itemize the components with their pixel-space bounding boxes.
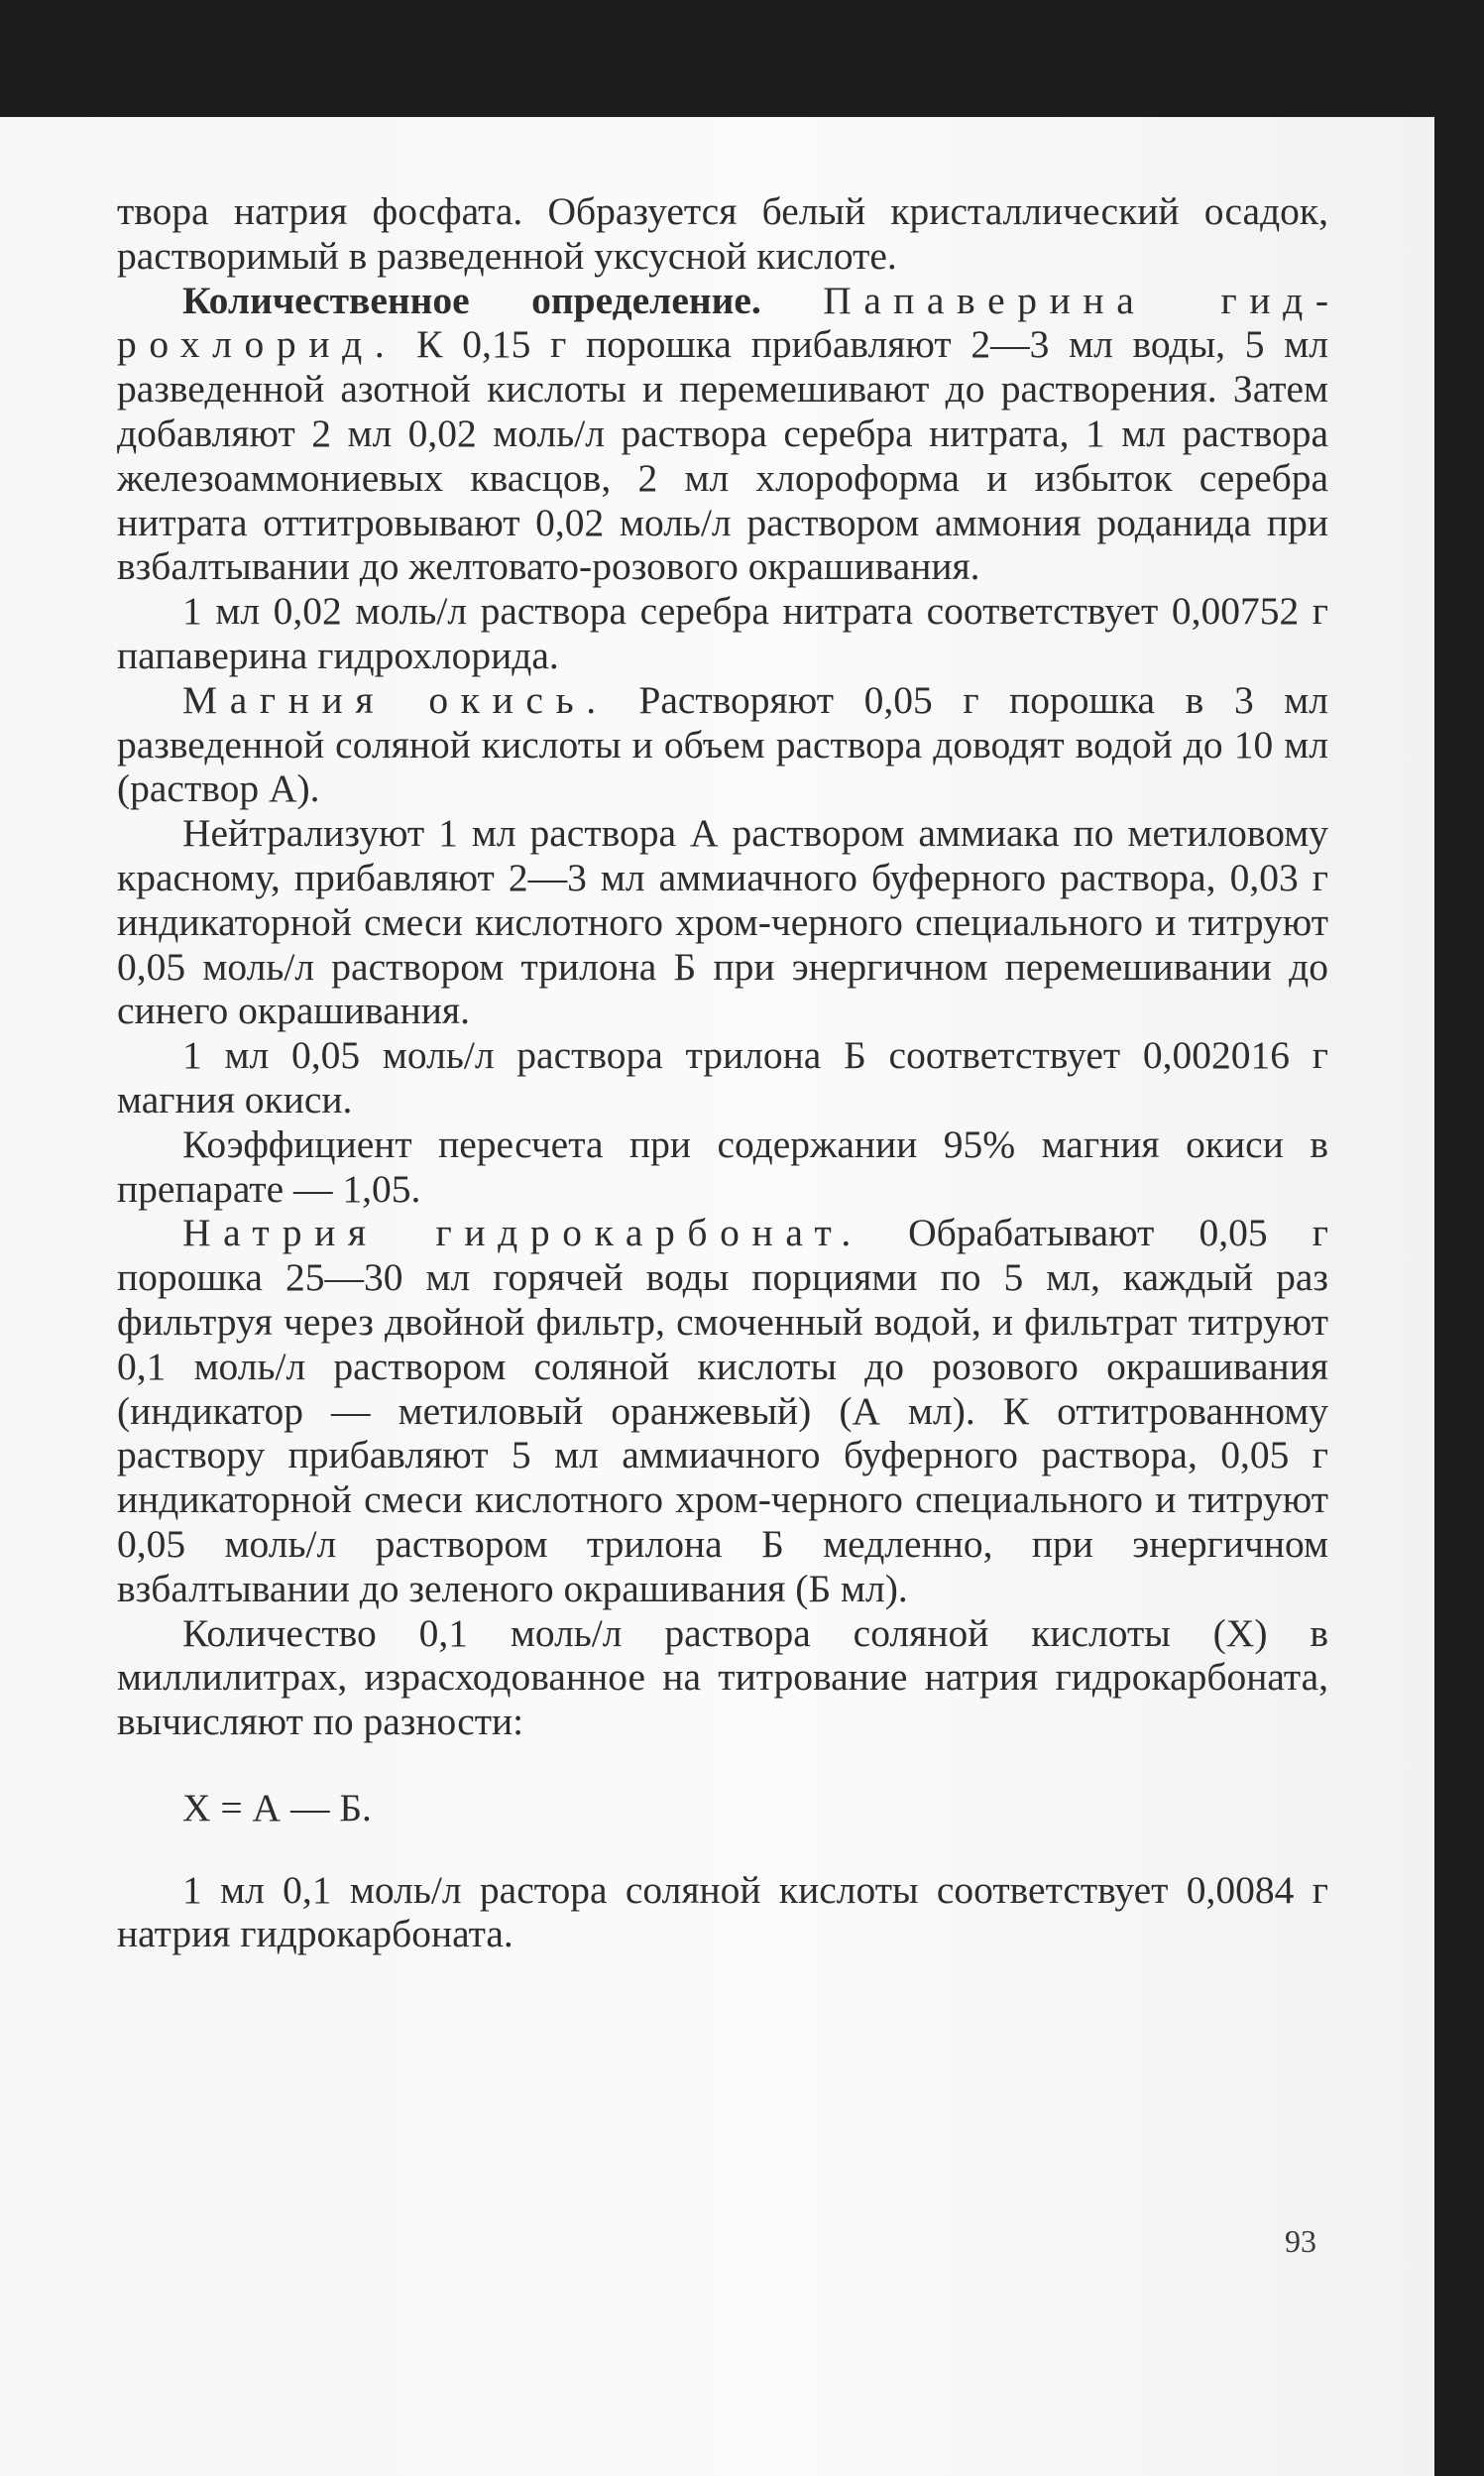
paragraph: [117, 1211, 1328, 1610]
scan-border-top: [0, 0, 1484, 117]
paragraph-text: 1 мл 0,02 моль/л раствора серебра нитрата соответствует 0,00752 г папаверина гидрохлорида.: [117, 589, 1328, 677]
substance-name: Натрия гидрокарбонат.: [182, 1211, 863, 1255]
paragraph-text: твора натрия фосфата. Образуется белый кристаллический осадок, растворимый в разведенной уксусной кислоте.: [117, 189, 1328, 278]
body-text: [117, 189, 1328, 1956]
paragraph-text: Обрабатывают 0,05 г порошка 25—30 мл горячей воды порциями по 5 мл, каждый раз фильтруя через двойной фильтр, смоченный водой, и фильтрат титруют 0,1 моль/л раствором соляной кислоты до розового окрашивания (индикатор — метиловый оранжевый) (А мл). К оттитрованному раствору прибавляют 5 мл аммиачного буферного раствора, 0,05 г индикаторной смеси кислотного хром-черного специального и титруют 0,05 моль/л раствором трилона Б медленно, при энергичном взбалтывании до зеленого окрашивания (Б мл).: [117, 1211, 1328, 1610]
formula: [182, 1786, 1328, 1830]
substance-name: Папаверина гидрохлорид.: [117, 278, 1328, 367]
paragraph: [117, 1868, 1328, 1957]
paragraph: [117, 811, 1328, 1033]
paragraph-text: 1 мл 0,05 моль/л раствора трилона Б соответствует 0,002016 г магния окиси.: [117, 1033, 1328, 1121]
paragraph: [117, 678, 1328, 811]
paragraph: [117, 279, 1328, 590]
scan-border-right: [1434, 0, 1484, 2476]
formula-text: Х = А — Б.: [182, 1785, 372, 1829]
substance-name: Магния окись.: [182, 677, 609, 722]
paragraph-text: 1 мл 0,1 моль/л растора соляной кислоты соответствует 0,0084 г натрия гидрокарбоната.: [117, 1867, 1328, 1956]
paragraph-text: Нейтрализуют 1 мл раствора А раствором аммиака по метиловому красному, прибавляют 2—3 мл аммиачного буферного раствора, 0,03 г индикаторной смеси кислотного хром-черного специального и титруют 0,05 моль/л раствором трилона Б при энергичном перемешивании до синего окрашивания.: [117, 811, 1328, 1033]
paragraph-text: Коэффициент пересчета при содержании 95% магния окиси в препарате — 1,05.: [117, 1121, 1328, 1211]
paragraph: [117, 589, 1328, 678]
paragraph: [117, 1122, 1328, 1212]
page-number: 93: [1285, 2223, 1316, 2259]
paragraph-text: Растворяют 0,05 г порошка в 3 мл разведенной соляной кислоты и объем раствора доводят водой до 10 мл (раствор А).: [117, 677, 1329, 811]
section-heading: Количественное определение.: [182, 278, 761, 322]
book-page: [0, 117, 1434, 2476]
paragraph: [117, 189, 1328, 279]
paragraph: [117, 1033, 1328, 1122]
paragraph-text: Количество 0,1 моль/л раствора соляной кислоты (Х) в миллилитрах, израсходованное на титрование натрия гидрокарбоната, вычисляют по разности:: [117, 1610, 1328, 1744]
paragraph-text: К 0,15 г порошка прибавляют 2—3 мл воды, 5 мл разведенной азотной кислоты и перемешивают до растворения. Затем добавляют 2 мл 0,02 моль/л раствора серебра нитрата, 1 мл раствора железоаммониевых квасцов, 2 мл хлороформа и избыток серебра нитрата оттитровывают 0,02 моль/л раствором аммония роданида при взбалтывании до желтовато-розового окрашивания.: [117, 322, 1329, 589]
paragraph: [117, 1611, 1328, 1744]
